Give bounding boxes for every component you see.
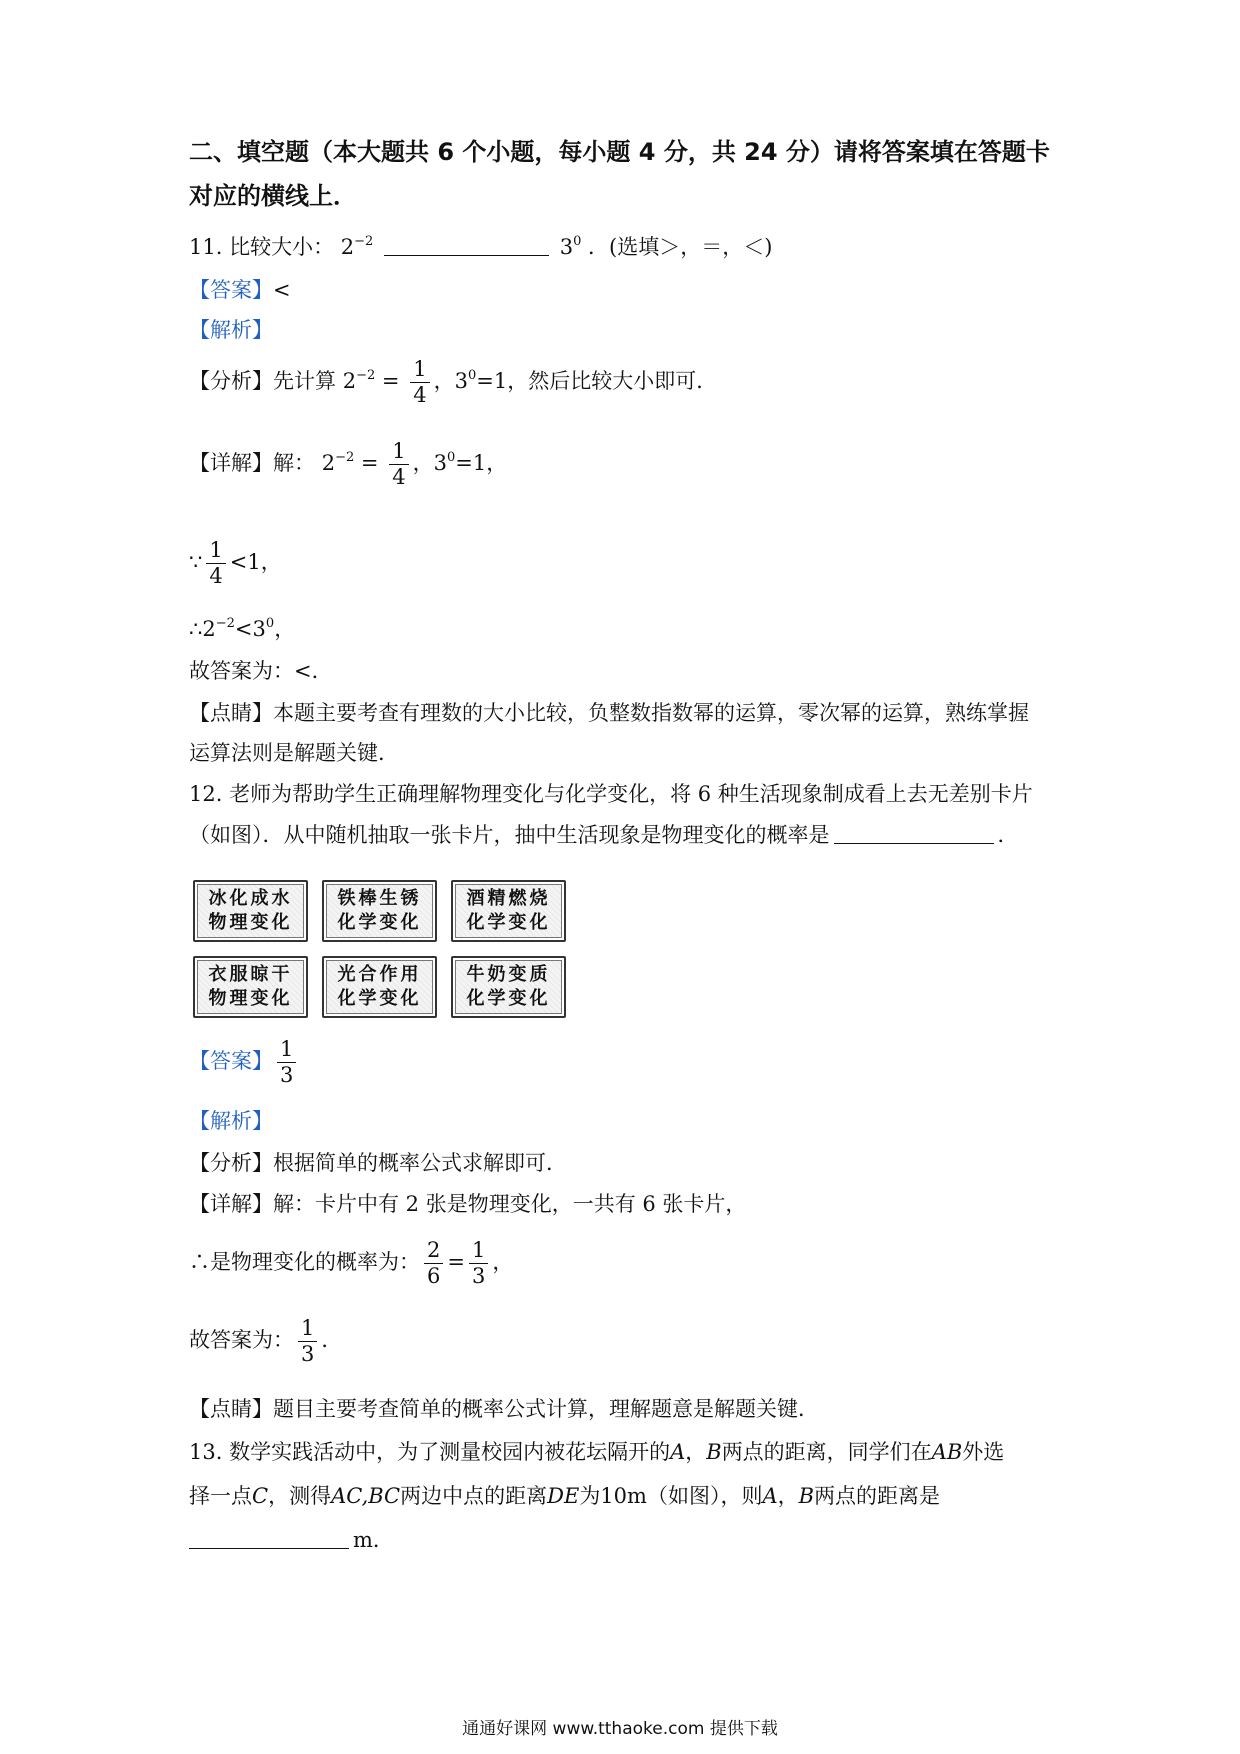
- frac-den: 4: [392, 465, 406, 489]
- q11-xj-base2: 3: [433, 451, 447, 475]
- q11-exp1: −2: [354, 234, 374, 249]
- q11-answer-tag: 【答案】: [189, 278, 273, 302]
- therefore-symbol: ∴: [189, 617, 203, 641]
- q11-fenxi-eq: =: [381, 369, 400, 393]
- q11-th-lt: <: [234, 617, 253, 641]
- q12-card-grid: [193, 880, 566, 1018]
- q13-text-g: 为10m（如图），则: [579, 1484, 763, 1508]
- q11-answer-blank: [384, 235, 549, 256]
- frac-den: 4: [413, 383, 427, 407]
- frac-den: 3: [280, 1063, 294, 1087]
- frac-num: 1: [298, 1318, 317, 1342]
- card-title: 酒精燃烧: [466, 888, 551, 909]
- card-title: 衣服晾干: [208, 964, 293, 985]
- q11-answer: [189, 275, 291, 305]
- q11-xiangjie-tag: 【详解】: [189, 451, 273, 475]
- segments-AC-BC: AC,BC: [331, 1484, 401, 1508]
- q11-fenxi-exp2: 0: [467, 368, 477, 383]
- q11-fenxi-text3: ，然后比较大小即可．: [507, 369, 718, 393]
- q13-text-b: 两点的距离，同学们在: [721, 1440, 932, 1464]
- q11-fenxi: [189, 359, 717, 406]
- q11-xj-fraction: [389, 441, 408, 488]
- q11-prompt: [189, 232, 772, 262]
- card-guanghe: [322, 956, 437, 1018]
- card-title: 铁棒生锈: [337, 888, 422, 909]
- q11-dianjing-line2: 运算法则是解题关键．: [189, 741, 399, 765]
- q13-line2: [189, 1481, 940, 1511]
- card-title: 光合作用: [337, 964, 422, 985]
- q11-fenxi-fraction: [410, 359, 429, 406]
- q12-so-answer: [189, 1314, 342, 1366]
- q12-fenxi-text: 根据简单的概率公式求解即可．: [273, 1151, 567, 1175]
- frac-num: 1: [469, 1240, 488, 1264]
- card-title: 冰化成水: [208, 888, 293, 909]
- q12-prompt-end: ．: [997, 823, 1019, 847]
- q11-so-answer: 故答案为：<．: [189, 659, 333, 683]
- q11-th-base2: 3: [252, 617, 266, 641]
- q11-xj-exp: −2: [335, 450, 355, 465]
- q12-prob-end: ，: [492, 1250, 514, 1274]
- q11-th-exp: −2: [215, 616, 235, 631]
- q13-text-a: 13. 数学实践活动中，为了测量校园内被花坛隔开的: [189, 1440, 671, 1464]
- q12-prob-eq: =: [447, 1250, 465, 1274]
- q12-answer-blank: [834, 823, 994, 844]
- q11-dianjing-tag: 【点睛】: [189, 701, 273, 725]
- q13-comma: ，: [777, 1484, 799, 1508]
- q12-xiangjie: [189, 1189, 746, 1219]
- card-type: 化学变化: [466, 988, 551, 1009]
- q12-fenxi: [189, 1148, 567, 1178]
- q11-suffix: ．(选填＞，＝，＜): [588, 235, 773, 259]
- q13-line1: [189, 1437, 1004, 1467]
- q12-prompt-line2: [189, 820, 1019, 850]
- q11-analysis-tag: 【解析】: [189, 318, 273, 342]
- q12-dianjing-text: 题目主要考查简单的概率公式计算，理解题意是解题关键．: [273, 1397, 819, 1421]
- q12-so-text: 故答案为：: [189, 1328, 294, 1352]
- q11-dianjing-line1: [189, 698, 1029, 728]
- q12-prob-text: ∴是物理变化的概率为：: [189, 1250, 420, 1274]
- q11-because: [189, 540, 282, 587]
- q13-text-d: 择一点: [189, 1484, 252, 1508]
- point-B: B: [798, 1484, 815, 1508]
- q12-answer-tag: 【答案】: [189, 1049, 273, 1073]
- q12-prompt-text: （如图）．从中随机抽取一张卡片，抽中生活现象是物理变化的概率是: [189, 823, 830, 847]
- point-B: B: [706, 1440, 722, 1464]
- q11-fenxi-base: 2: [342, 369, 357, 393]
- q11-xiangjie-text: 解：: [273, 451, 315, 475]
- q12-answer-fraction: [277, 1039, 296, 1086]
- q12-fenxi-tag: 【分析】: [189, 1151, 273, 1175]
- segment-DE: DE: [547, 1484, 580, 1508]
- q11-base1: 2: [340, 235, 355, 259]
- q12-dianjing-tag: 【点睛】: [189, 1397, 273, 1421]
- q12-prompt-line1: 12. 老师为帮助学生正确理解物理变化与化学变化，将 6 种生活现象制成看上去无差别卡片: [189, 782, 1033, 806]
- q13-line3: [189, 1525, 394, 1555]
- q13-unit: m．: [353, 1528, 394, 1552]
- section-heading-line2: 对应的横线上．: [189, 182, 357, 210]
- q11-dianjing-text1: 本题主要考查有理数的大小比较，负整数指数幂的运算，零次幂的运算，熟练掌握: [273, 701, 1029, 725]
- q11-base2: 3: [559, 235, 574, 259]
- card-type: 化学变化: [337, 988, 422, 1009]
- q11-fenxi-rhs: =1: [476, 369, 508, 393]
- q11-xj-end: ，: [486, 451, 508, 475]
- frac-den: 3: [471, 1264, 486, 1288]
- section-heading-line1: 二、填空题（本大题共 6 个小题，每小题 4 分，共 24 分）请将答案填在答题卡: [189, 138, 1050, 166]
- q11-xj-base: 2: [321, 451, 336, 475]
- frac-num: 1: [410, 359, 429, 383]
- frac-num: 1: [277, 1039, 296, 1063]
- q11-fenxi-tag: 【分析】: [189, 369, 273, 393]
- q13-text-c: 外选: [962, 1440, 1005, 1464]
- point-A: A: [670, 1440, 686, 1464]
- q11-xj-comma: ，: [412, 451, 434, 475]
- card-jiujing: [451, 880, 566, 942]
- q11-th-exp2: 0: [265, 616, 275, 631]
- q12-so-end: ．: [321, 1328, 343, 1352]
- q11-xj-eq: =: [360, 451, 379, 475]
- card-bingshuishui: [193, 880, 308, 942]
- q12-probability: [189, 1236, 513, 1288]
- q12-so-fraction: [298, 1318, 317, 1365]
- q11-exp2: 0: [573, 234, 582, 249]
- q11-xiangjie: [189, 441, 507, 488]
- card-tiebang: [322, 880, 437, 942]
- q11-answer-value: <: [273, 278, 291, 302]
- q13-text-f: 两边中点的距离: [400, 1484, 548, 1508]
- card-type: 物理变化: [208, 912, 293, 933]
- card-yifu: [193, 956, 308, 1018]
- q11-fenxi-comma: ，: [433, 369, 455, 393]
- q12-prob-fraction1: [424, 1240, 443, 1287]
- q13-answer-blank: [189, 1528, 349, 1549]
- q13-comma: ，: [685, 1440, 707, 1464]
- q13-text-h: 两点的距离是: [814, 1484, 941, 1508]
- frac-den: 3: [301, 1342, 315, 1366]
- card-niunai: [451, 956, 566, 1018]
- because-symbol: ∵: [189, 550, 203, 574]
- q12-xiangjie-tag: 【详解】: [189, 1192, 273, 1216]
- q11-fenxi-text1: 先计算: [273, 369, 336, 393]
- q13-text-e: ，测得: [268, 1484, 332, 1508]
- q11-prefix: 11. 比较大小：: [189, 235, 335, 259]
- q12-xiangjie-text: 解：卡片中有 2 张是物理变化，一共有 6 张卡片，: [273, 1192, 747, 1216]
- q11-because-fraction: [206, 540, 225, 587]
- frac-den: 4: [209, 564, 223, 588]
- q11-therefore: [189, 614, 295, 644]
- point-A: A: [762, 1484, 778, 1508]
- q11-fenxi-base2: 3: [454, 369, 468, 393]
- frac-den: 6: [427, 1264, 441, 1288]
- page-footer: 通通好课网 www.tthaoke.com 提供下载: [462, 1719, 778, 1739]
- card-title: 牛奶变质: [466, 964, 551, 985]
- card-type: 物理变化: [208, 988, 293, 1009]
- q11-xj-exp2: 0: [446, 450, 456, 465]
- q12-dianjing: [189, 1394, 819, 1424]
- card-type: 化学变化: [466, 912, 551, 933]
- card-type: 化学变化: [337, 912, 422, 933]
- point-C: C: [252, 1484, 269, 1508]
- q11-fenxi-exp: −2: [356, 368, 376, 383]
- frac-num: 1: [389, 441, 408, 465]
- q11-th-base: 2: [202, 617, 216, 641]
- q11-xj-rhs: =1: [455, 451, 487, 475]
- frac-num: 2: [424, 1240, 443, 1264]
- segment-AB: AB: [931, 1440, 963, 1464]
- q11-because-rhs: <1，: [229, 550, 282, 574]
- q11-th-end: ，: [274, 617, 296, 641]
- frac-num: 1: [206, 540, 225, 564]
- q12-prob-fraction2: [469, 1240, 488, 1287]
- q12-answer: [189, 1036, 300, 1086]
- q12-analysis-tag: 【解析】: [189, 1109, 273, 1133]
